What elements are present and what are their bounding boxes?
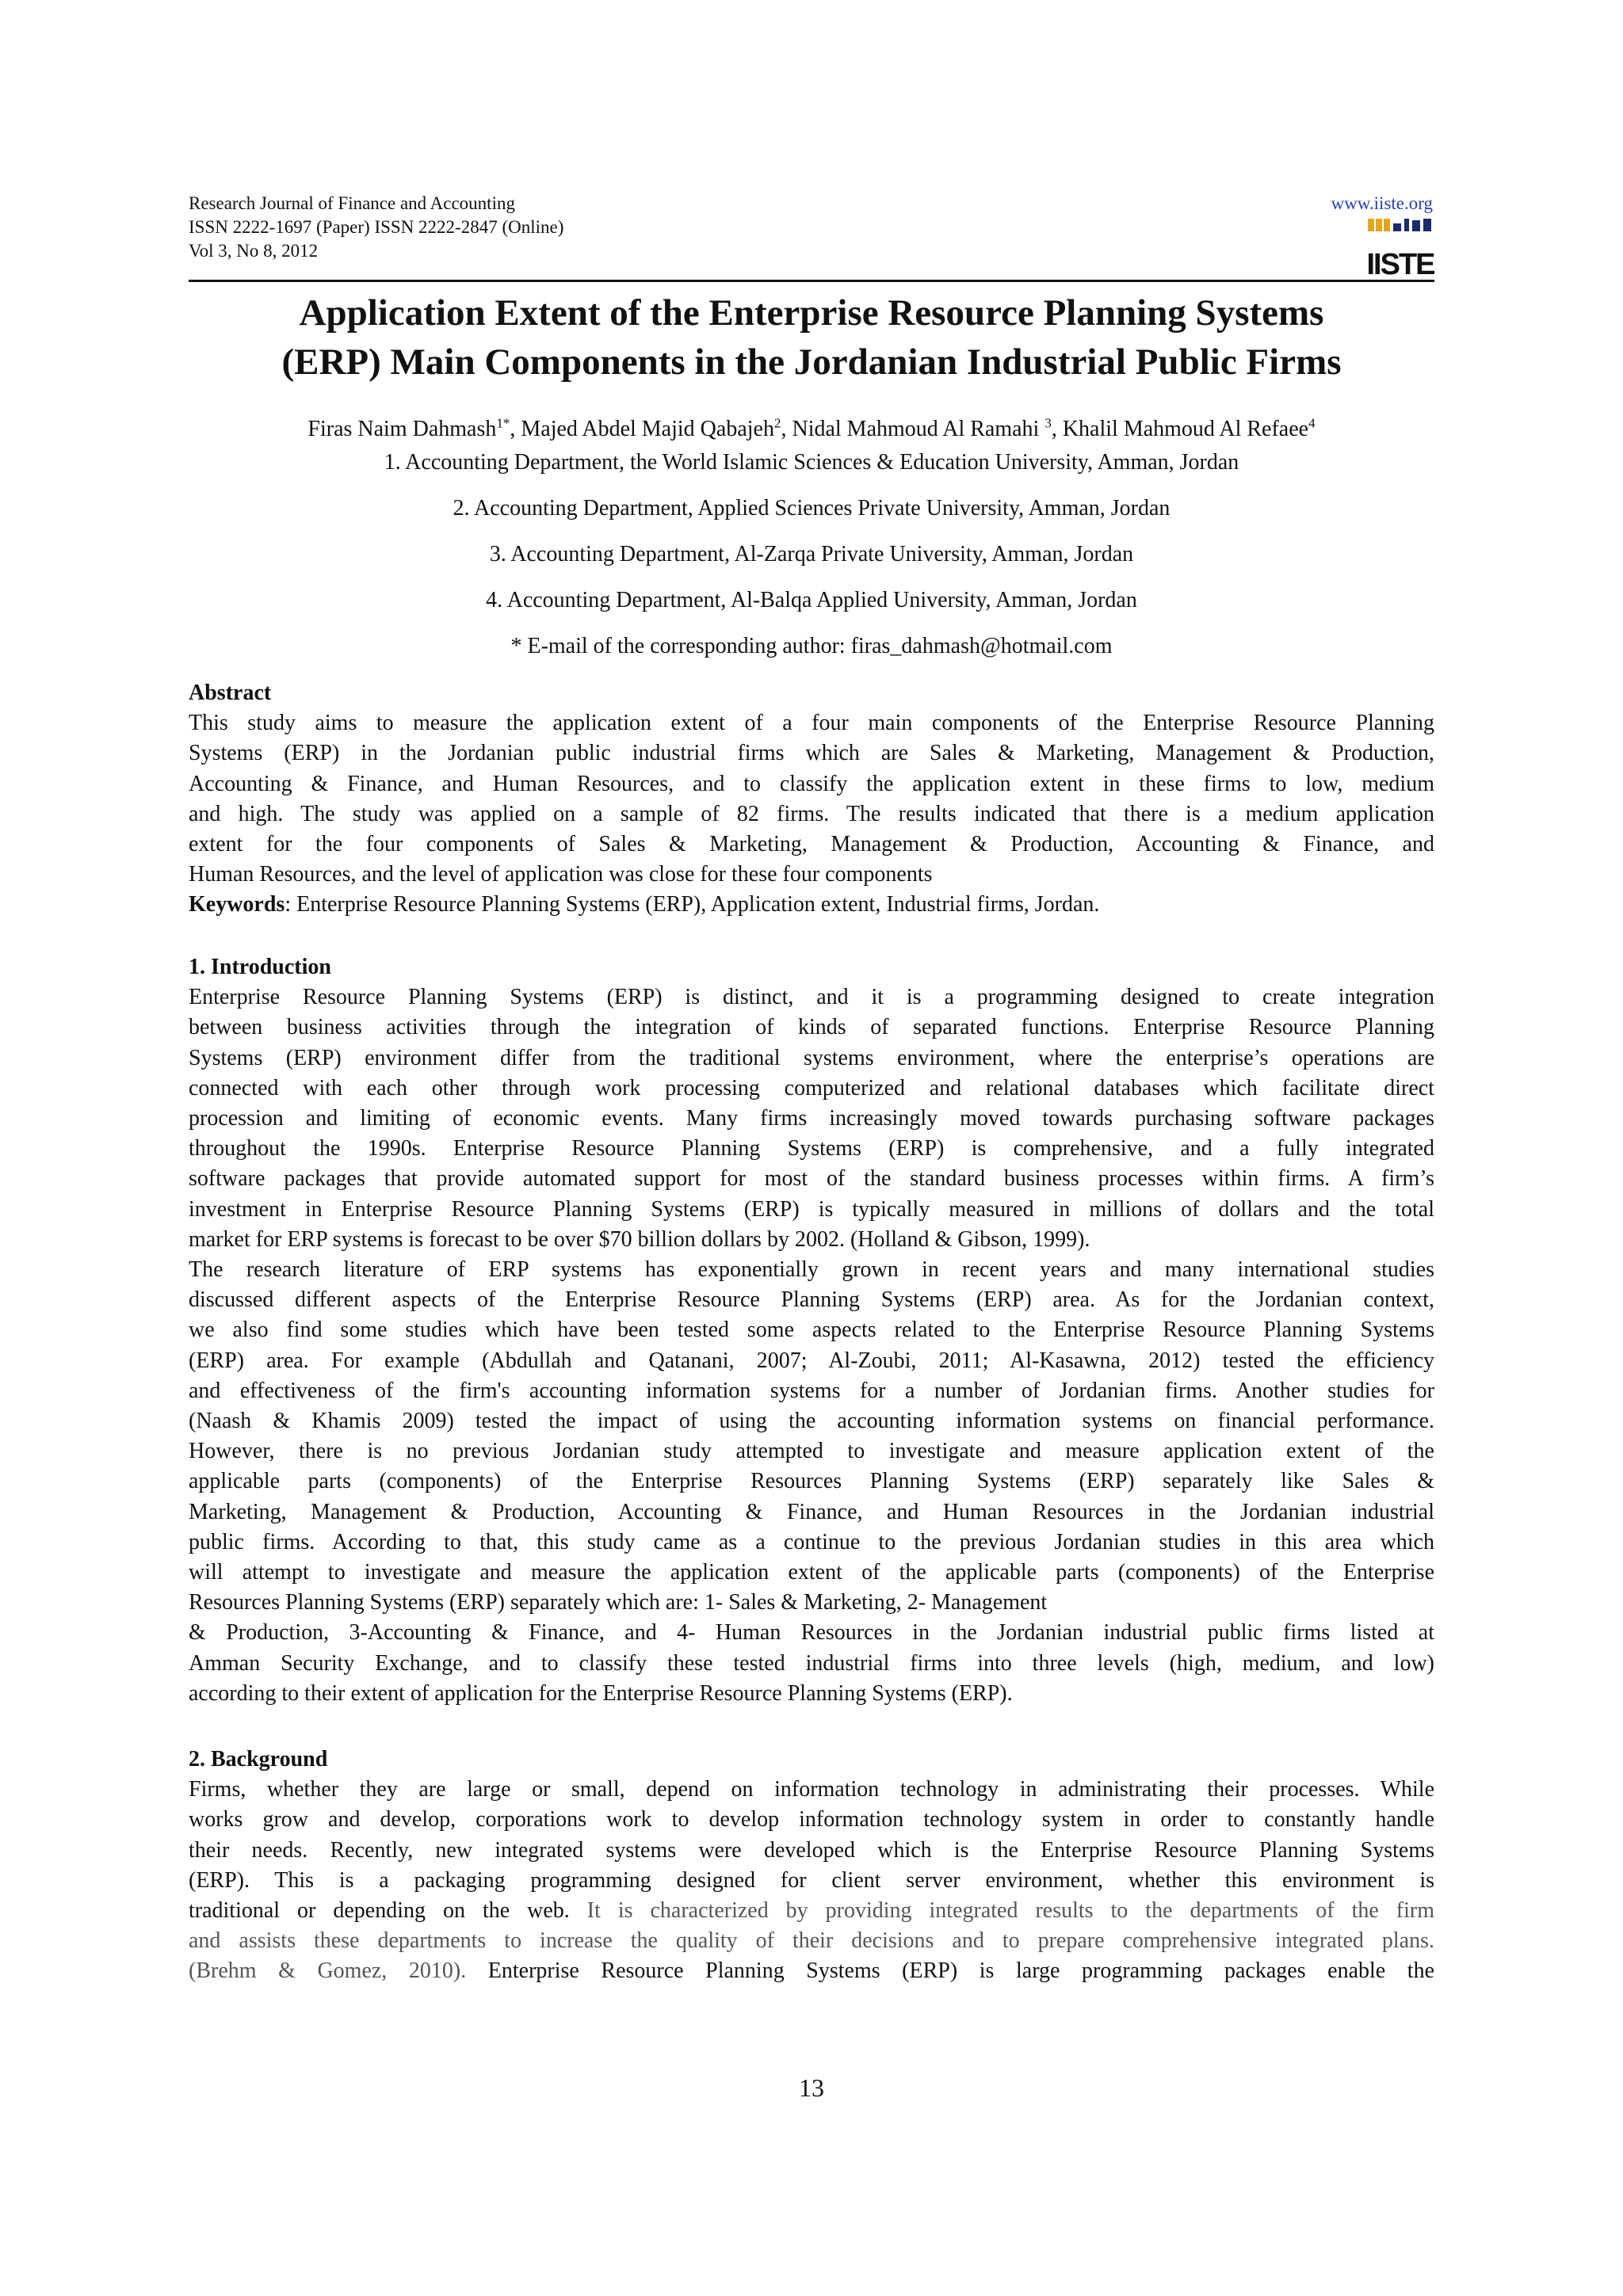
intro-line: between business activities through the integration of kinds of separated functions. Enterprise Resource Planning (189, 1015, 1434, 1040)
intro-line: Marketing, Management & Production, Accounting & Finance, and Human Resources in the Jordanian industrial (189, 1499, 1434, 1524)
abstract-line: extent for the four components of Sales & Marketing, Management & Production, Accounting & Finance, and (189, 832, 1434, 857)
affiliation-1: 1. Accounting Department, the World Islamic Sciences & Education University, Amman, Jordan (384, 450, 1239, 475)
iiste-logo (1366, 215, 1434, 280)
background-line: and assists these departments to increase the quality of their decisions and to prepare comprehensive integrated plans. (189, 1928, 1434, 1954)
author-name: Majed Abdel Majid Qabajeh (521, 417, 774, 441)
journal-url-link[interactable]: www.iiste.org (1331, 193, 1433, 213)
intro-line: throughout the 1990s. Enterprise Resource Planning Systems (ERP) is comprehensive, and a fully integrated (189, 1136, 1434, 1161)
author-affiliation-mark: 3 (1044, 415, 1052, 431)
journal-header (189, 192, 563, 263)
background-text-gray: It is characterized by providing integrated results to the departments of the firm (586, 1898, 1434, 1924)
keywords-text: : Enterprise Resource Planning Systems (ERP), Application extent, Industrial firms, Jordan. (285, 892, 1100, 917)
header-rule (189, 280, 1434, 282)
author-affiliation-mark: 2 (773, 415, 781, 431)
background-text-black: traditional or depending on the web. (189, 1898, 587, 1924)
intro-line: connected with each other through work processing computerized and relational databases which facilitate direct (189, 1075, 1434, 1100)
introduction-section (189, 952, 1434, 1709)
abstract-line: and high. The study was applied on a sample of 82 firms. The results indicated that there is a medium application (189, 801, 1434, 826)
intro-line: procession and limiting of economic events. Many firms increasingly moved towards purchasing software packages (189, 1106, 1434, 1131)
journal-name: Research Journal of Finance and Accounting (189, 193, 515, 213)
background-line: (ERP). This is a packaging programming designed for client server environment, whether this environment is (189, 1867, 1434, 1893)
intro-line: However, there is no previous Jordanian study attempted to investigate and measure application extent of the (189, 1439, 1434, 1464)
intro-line: market for ERP systems is forecast to be over $70 billion dollars by 2002. (Holland & Gibson, 1999). (189, 1226, 1090, 1252)
title-line-2: (ERP) Main Components in the Jordanian Industrial Public Firms (281, 341, 1342, 383)
author-list: Firas Naim Dahmash$^{1*}$, Majed Abdel Majid Qabajeh$^2$, Nidal Mahmoud Al Ramahi $^3$, Khalil Mahmoud Al Refaee$^4$ (307, 415, 1316, 441)
abstract-heading: Abstract (189, 681, 272, 705)
background-heading: 2. Background (189, 1747, 328, 1772)
intro-line: and effectiveness of the firm's accounting information systems for a number of Jordanian firms. Another studies for (189, 1378, 1434, 1403)
journal-volume: Vol 3, No 8, 2012 (189, 241, 319, 261)
affiliation-4: 4. Accounting Department, Al-Balqa Applied University, Amman, Jordan (486, 588, 1137, 612)
intro-line: The research literature of ERP systems has exponentially grown in recent years and many international studies (189, 1257, 1434, 1283)
intro-line: we also find some studies which have been tested some aspects related to the Enterprise Resource Planning Systems (189, 1318, 1434, 1343)
intro-line: software packages that provide automated support for most of the standard business processes within firms. A firm’s (189, 1166, 1434, 1192)
intro-line: (Naash & Khamis 2009) tested the impact of using the accounting information systems on financial performance. (189, 1409, 1434, 1434)
intro-line: Enterprise Resource Planning Systems (ERP) is distinct, and it is a programming designed to create integration (189, 985, 1434, 1010)
abstract-section (189, 678, 1434, 921)
background-line: their needs. Recently, new integrated systems were developed which is the Enterprise Resource Planning Systems (189, 1837, 1434, 1863)
intro-line: Resources Planning Systems (ERP) separately which are: 1- Sales & Marketing, 2- Management (189, 1590, 1048, 1615)
background-text-black: Enterprise Resource Planning Systems (ERP) is large programming packages enable the (487, 1958, 1434, 1984)
intro-line: discussed different aspects of the Enterprise Resource Planning Systems (ERP) area. As for the Jordanian context, (189, 1287, 1434, 1313)
intro-line: Systems (ERP) environment differ from the traditional systems environment, where the enterprise’s operations are (189, 1045, 1434, 1070)
svg-text:IISTE: IISTE (1366, 248, 1434, 280)
author-name: Khalil Mahmoud Al Refaee (1062, 417, 1309, 441)
intro-line: applicable parts (components) of the Enterprise Resources Planning Systems (ERP) separately like Sales & (189, 1469, 1434, 1494)
author-name: Firas Naim Dahmash (307, 417, 497, 441)
abstract-line: Human Resources, and the level of application was close for these four components (189, 862, 933, 887)
abstract-line: Systems (ERP) in the Jordanian public industrial firms which are Sales & Marketing, Management & Production, (189, 741, 1434, 766)
title-line-1: Application Extent of the Enterprise Resource Planning Systems (299, 292, 1324, 334)
abstract-line: Accounting & Finance, and Human Resources, and to classify the application extent in these firms to low, medium (189, 771, 1434, 796)
intro-line: investment in Enterprise Resource Planning Systems (ERP) is typically measured in millions of dollars and the total (189, 1196, 1434, 1222)
background-line: works grow and develop, corporations work to develop information technology system in order to constantly handle (189, 1807, 1434, 1833)
author-affiliation-mark: 4 (1308, 415, 1316, 431)
intro-line: will attempt to investigate and measure the application extent of the applicable parts (components) of the Enterprise (189, 1560, 1434, 1585)
abstract-line: This study aims to measure the application extent of a four main components of the Enterprise Resource Planning (189, 711, 1434, 736)
affiliation-3: 3. Accounting Department, Al-Zarqa Private University, Amman, Jordan (489, 542, 1134, 566)
background-citation-gray: (Brehm & Gomez, 2010). (189, 1958, 488, 1984)
background-line: Firms, whether they are large or small, depend on information technology in administrating their processes. While (189, 1777, 1434, 1802)
keywords-label: Keywords (189, 892, 285, 917)
journal-issn: ISSN 2222-1697 (Paper) ISSN 2222-2847 (Online) (189, 217, 564, 237)
intro-line: according to their extent of application for the Enterprise Resource Planning Systems (ERP). (189, 1680, 1013, 1706)
journal-link-block (1331, 192, 1433, 215)
intro-line: public firms. According to that, this study came as a continue to the previous Jordanian studies in this area which (189, 1529, 1434, 1554)
author-affiliation-mark: 1* (496, 415, 510, 431)
background-line (189, 1896, 1434, 1926)
page-number: 13 (799, 2073, 824, 2102)
keywords-line (189, 890, 1434, 920)
intro-line: (ERP) area. For example (Abdullah and Qatanani, 2007; Al-Zoubi, 2011; Al-Kasawna, 2012) tested the efficiency (189, 1348, 1434, 1373)
corresponding-email: * E-mail of the corresponding author: firas_dahmash@hotmail.com (510, 634, 1113, 658)
paper-title (189, 288, 1434, 387)
background-section (189, 1745, 1434, 1987)
intro-line: & Production, 3-Accounting & Finance, and 4- Human Resources in the Jordanian industrial public firms listed at (189, 1620, 1434, 1646)
background-line (189, 1956, 1434, 1986)
introduction-heading: 1. Introduction (189, 955, 331, 979)
intro-line: Amman Security Exchange, and to classify these tested industrial firms into three levels (high, medium, and low) (189, 1650, 1434, 1676)
author-name: Nidal Mahmoud Al Ramahi (792, 417, 1045, 441)
affiliation-2: 2. Accounting Department, Applied Sciences Private University, Amman, Jordan (453, 496, 1170, 521)
